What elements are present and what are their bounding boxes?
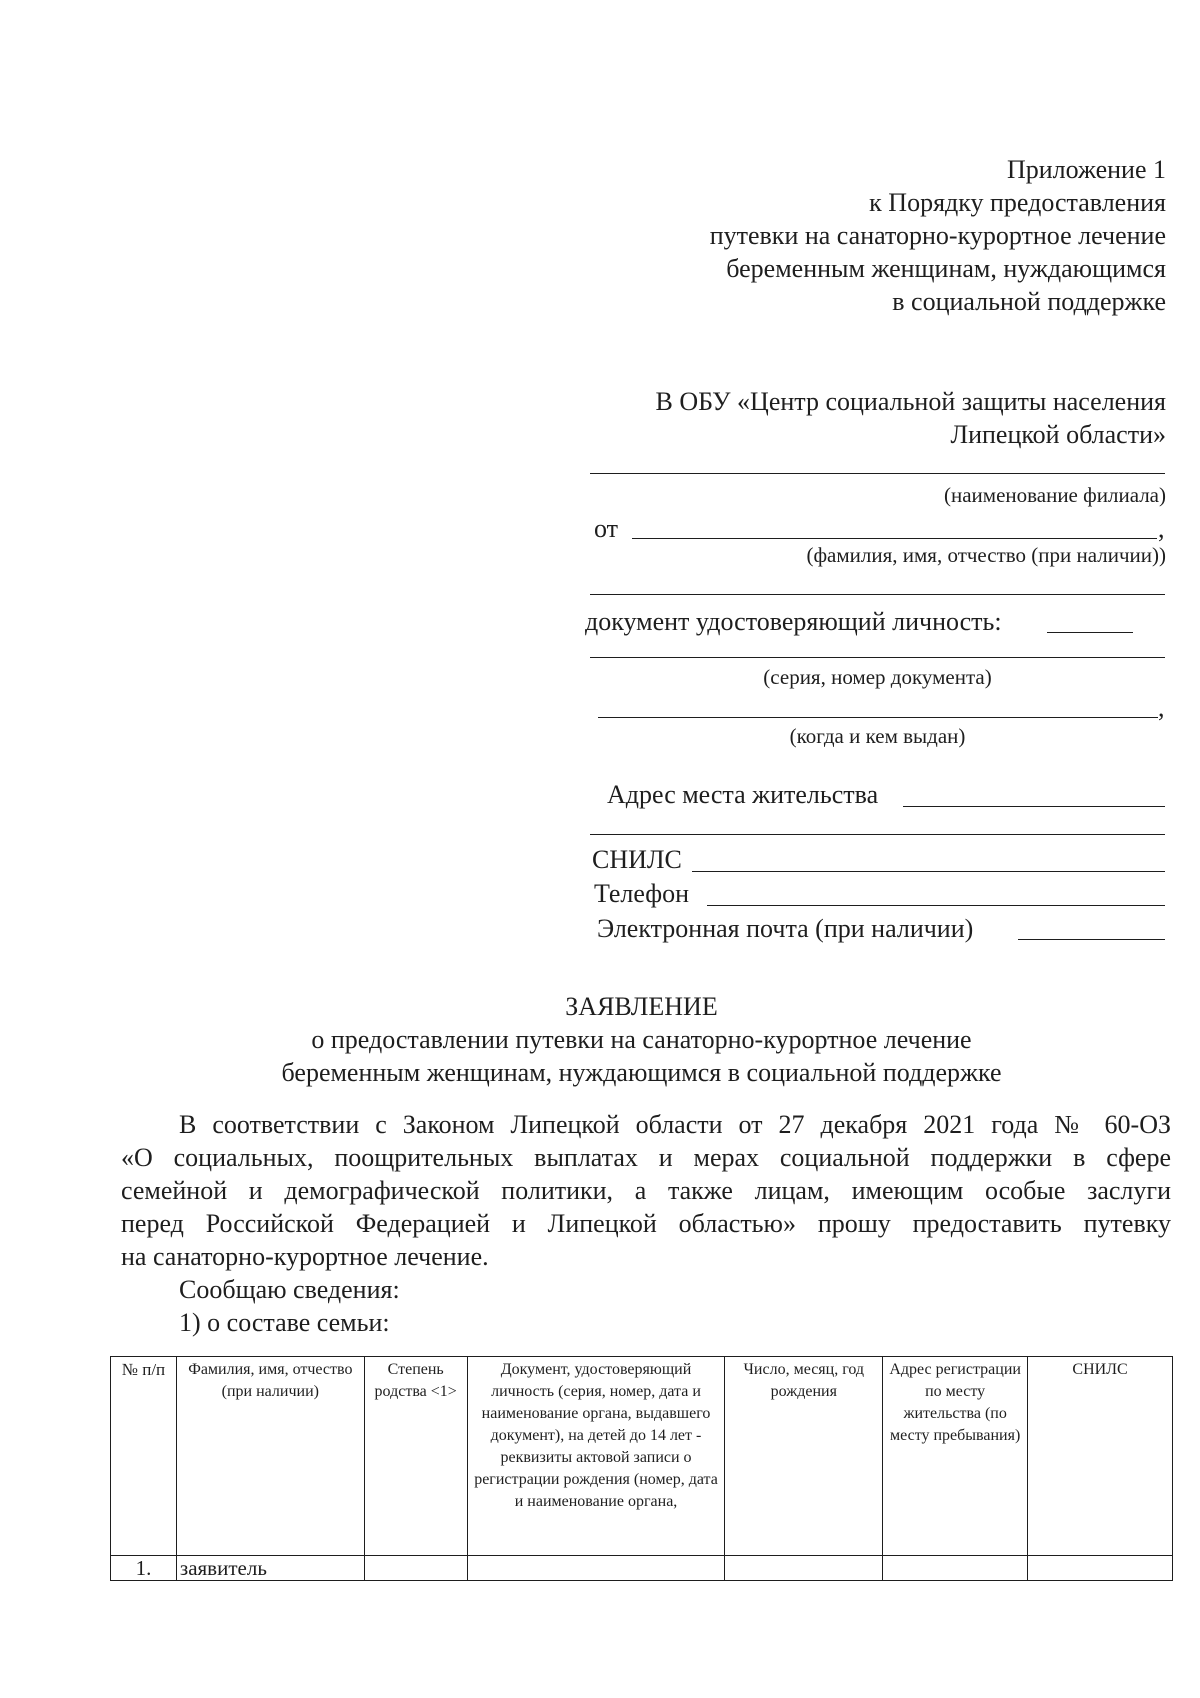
header-relationship: Степень родства <1>	[364, 1357, 467, 1556]
addressee-line-1: В ОБУ «Центр социальной защиты населения	[655, 387, 1166, 416]
address-field-line[interactable]	[903, 806, 1165, 807]
header-full-name: Фамилия, имя, отчество (при наличии)	[176, 1357, 364, 1556]
phone-field-line[interactable]	[707, 905, 1165, 906]
from-label: от	[594, 514, 619, 543]
series-caption: (серия, номер документа)	[763, 665, 992, 689]
comma-mark: ,	[1158, 693, 1165, 722]
info-intro: Сообщаю сведения:	[179, 1275, 400, 1304]
header-number: № п/п	[111, 1357, 177, 1556]
appendix-line-1: Приложение 1	[1006, 155, 1166, 184]
cell-identity-document[interactable]	[467, 1556, 725, 1581]
body-line-5: на санаторно-курортное лечение.	[121, 1242, 489, 1271]
family-composition-heading: 1) о составе семьи:	[179, 1308, 390, 1337]
comma-mark: ,	[1158, 514, 1165, 543]
email-field-line[interactable]	[1018, 939, 1165, 940]
address-label: Адрес места жительства	[607, 780, 879, 809]
email-label: Электронная почта (при наличии)	[597, 914, 974, 943]
table-row	[111, 1556, 1173, 1581]
appendix-line-4: беременным женщинам, нуждающимся	[726, 254, 1166, 283]
id-document-field-line[interactable]	[1047, 632, 1133, 633]
header-snils: СНИЛС	[1028, 1357, 1173, 1556]
branch-caption: (наименование филиала)	[943, 483, 1166, 507]
body-line-1: В соответствии с Законом Липецкой области от 27 декабря 2021 года № 60-ОЗ	[179, 1110, 1171, 1139]
series-field-line[interactable]	[590, 657, 1165, 658]
cell-snils[interactable]	[1028, 1556, 1173, 1581]
phone-label: Телефон	[594, 879, 690, 908]
cell-birth-date[interactable]	[725, 1556, 883, 1581]
appendix-line-3: путевки на санаторно-курортное лечение	[709, 221, 1166, 250]
applicant-name-field-line[interactable]	[632, 538, 1157, 539]
header-birth-date: Число, месяц, год рождения	[725, 1357, 883, 1556]
body-line-2: «О социальных, поощрительных выплатах и мерах социальной поддержки в сфере	[121, 1143, 1171, 1172]
snils-label: СНИЛС	[592, 845, 682, 874]
document-title: ЗАЯВЛЕНИЕ	[565, 992, 718, 1021]
document-subtitle-2: беременным женщинам, нуждающимся в социальной поддержке	[281, 1058, 1002, 1087]
body-line-4: перед Российской Федерацией и Липецкой областью» прошу предоставить путевку	[121, 1209, 1171, 1238]
cell-number: 1.	[111, 1556, 177, 1581]
table-header-row	[111, 1357, 1173, 1556]
header-registration-address: Адрес регистрации по месту жительства (по месту пребывания)	[883, 1357, 1028, 1556]
appendix-line-5: в социальной поддержке	[892, 287, 1166, 316]
cell-relationship[interactable]	[364, 1556, 467, 1581]
issued-caption: (когда и кем выдан)	[789, 724, 966, 748]
body-line-3: семейной и демографической политики, а также лицам, имеющим особые заслуги	[121, 1176, 1171, 1205]
header-identity-document: Документ, удостоверяющий личность (серия, номер, дата и наименование органа, выдавшего документ), на детей до 14 лет - реквизиты актовой записи о регистрации рождения (номер, дата и наименование органа,	[467, 1357, 725, 1556]
appendix-line-2: к Порядку предоставления	[869, 188, 1166, 217]
family-table	[110, 1356, 1173, 1581]
issued-field-line[interactable]	[598, 717, 1158, 718]
name-caption: (фамилия, имя, отчество (при наличии))	[806, 543, 1166, 567]
snils-field-line[interactable]	[692, 871, 1165, 872]
address-continuation-line[interactable]	[590, 834, 1165, 835]
name-continuation-line[interactable]	[590, 594, 1165, 595]
addressee-line-2: Липецкой области»	[950, 420, 1166, 449]
cell-registration-address[interactable]	[883, 1556, 1028, 1581]
id-document-label: документ удостоверяющий личность:	[585, 607, 1002, 636]
document-subtitle-1: о предоставлении путевки на санаторно-курортное лечение	[311, 1025, 972, 1054]
branch-field-line[interactable]	[590, 473, 1165, 474]
cell-full-name[interactable]: заявитель	[176, 1556, 364, 1581]
